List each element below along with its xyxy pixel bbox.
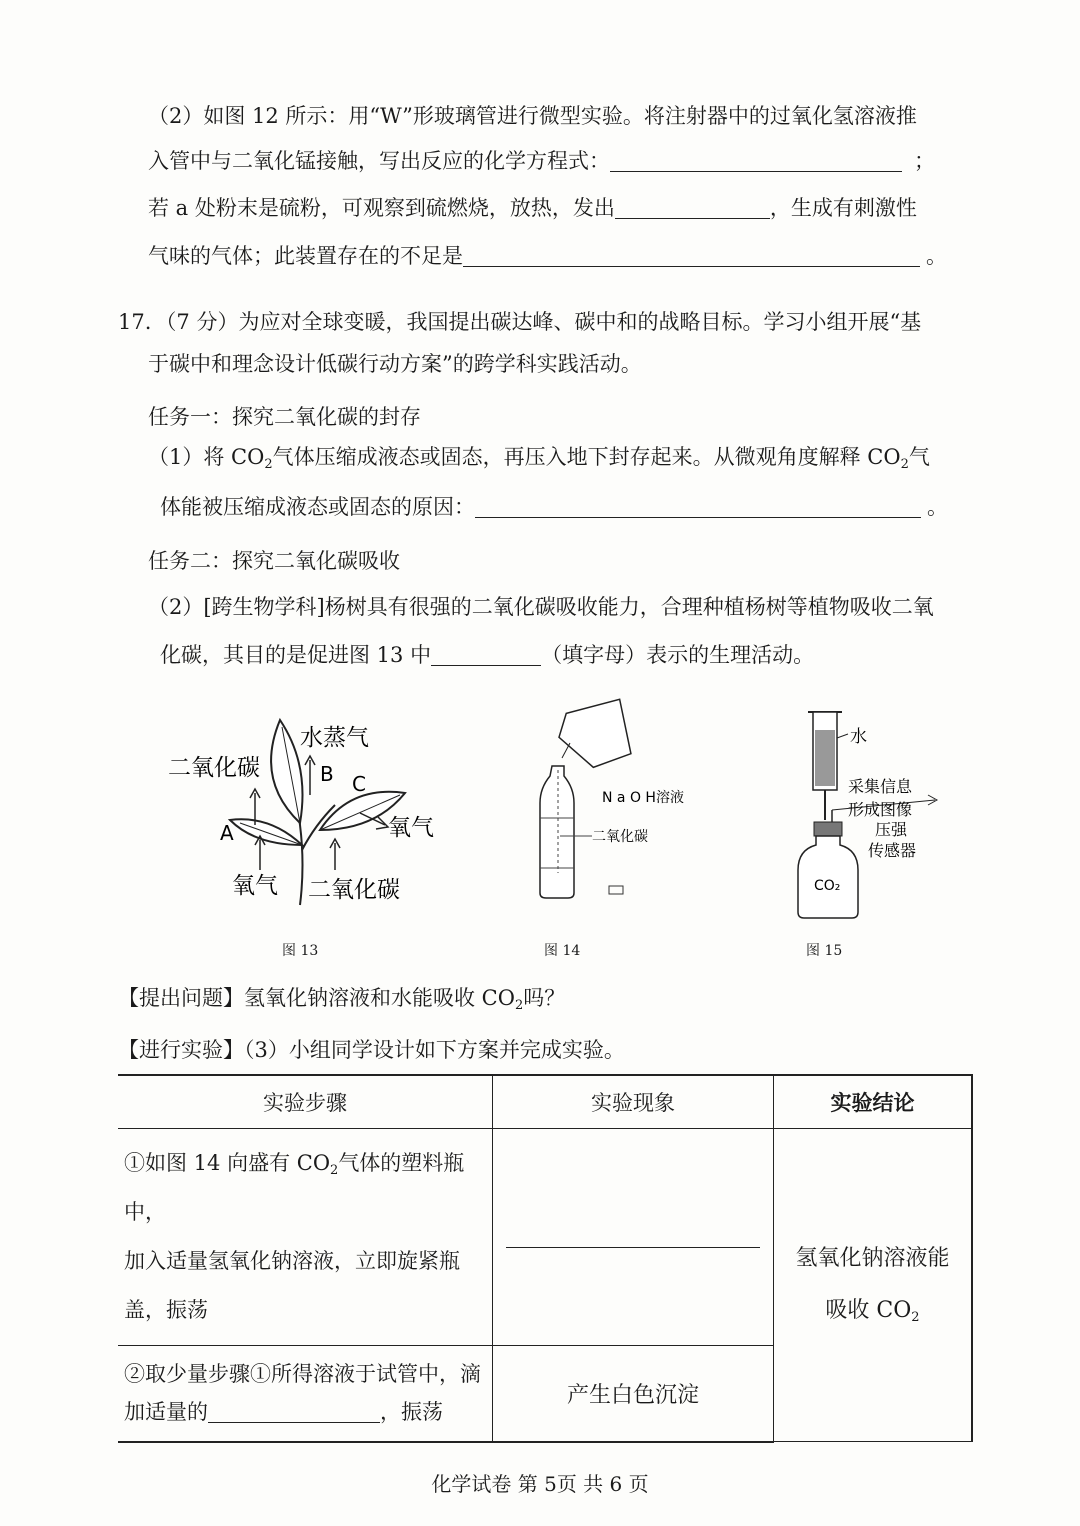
- row1-step-sub: 2: [330, 1163, 339, 1178]
- page-footer: 化学试卷 第 5页 共 6 页: [431, 1472, 649, 1496]
- q17-p1-line1: [148, 445, 930, 472]
- row1-step-b: 气体的塑料瓶中，: [124, 1151, 465, 1224]
- phenomenon-blank[interactable]: [506, 1227, 760, 1248]
- question-label: 【提出问题】: [118, 986, 244, 1010]
- q16-2-line3a: 若 a 处粉末是硫粉，可观察到硫燃烧，放热，发出: [148, 196, 615, 220]
- reagent-blank[interactable]: [208, 1402, 380, 1423]
- gas-bottle: [798, 836, 858, 918]
- label-c: C: [352, 772, 366, 796]
- fig13-caption: 图 13: [282, 943, 319, 959]
- row2-step-c: ，振荡: [380, 1400, 443, 1425]
- question-text-a: 氢氧化钠溶液和水能吸收 CO: [244, 986, 515, 1010]
- equation-blank[interactable]: [610, 151, 902, 172]
- task2-title: 任务二：探究二氧化碳吸收: [148, 549, 400, 573]
- beaker: [552, 698, 638, 775]
- label-collect2: 形成图像: [848, 800, 913, 819]
- q17-p1-line2: [160, 497, 948, 518]
- label-water: 水: [850, 727, 867, 747]
- q16-2-line4-text: 气味的气体；此装置存在的不足是: [148, 244, 463, 268]
- label-a: A: [220, 821, 234, 845]
- q17-line1-text: （7 分）为应对全球变暖，我国提出碳达峰、碳中和的战略目标。学习小组开展“基: [155, 310, 922, 334]
- fig15-caption: 图 15: [806, 943, 843, 959]
- header-conclusion: 实验结论: [774, 1075, 973, 1129]
- conclusion-b: 吸收 CO: [825, 1298, 912, 1323]
- q17-p2-line2a: 化碳，其目的是促进图 13 中: [160, 643, 432, 667]
- row2-step-b: 加适量的: [124, 1400, 208, 1425]
- figure-15-sensor-diagram: [780, 700, 950, 920]
- q17-p1-end: 。: [927, 495, 948, 519]
- header-phenomenon: 实验现象: [493, 1075, 774, 1129]
- figure-13-leaf-diagram: [160, 705, 460, 910]
- q16-2-line4: [148, 246, 947, 267]
- q16-2-line3b: ，生成有刺激性: [769, 196, 917, 220]
- label-collect1: 采集信息: [848, 777, 913, 796]
- q16-2-line4-end: 。: [926, 244, 947, 268]
- reason-blank[interactable]: [475, 497, 921, 518]
- q16-2-line2-text: 入管中与二氧化锰接触，写出反应的化学方程式：: [148, 149, 610, 173]
- table-header-row: [118, 1075, 972, 1129]
- pour-stream: [562, 743, 570, 758]
- q17-p1c: 气: [908, 445, 930, 469]
- leaf-top: [271, 720, 302, 823]
- row1-step-c: 加入适量氢氧化钠溶液，立即旋紧瓶: [124, 1249, 460, 1273]
- deficiency-blank[interactable]: [463, 246, 920, 267]
- q17-line2: 于碳中和理念设计低碳行动方案”的跨学科实践活动。: [148, 352, 642, 376]
- q17-p2-line1: （2）[跨生物学科]杨树具有很强的二氧化碳吸收能力，合理种植杨树等植物吸收二氧: [148, 595, 934, 619]
- label-co2-fig14: 二氧化碳: [592, 829, 648, 845]
- q17-p2-line2: [160, 645, 814, 666]
- q16-2-line3: [148, 198, 917, 219]
- figure-14-bottle-diagram: [530, 698, 730, 913]
- row1-phenomenon: [493, 1129, 774, 1346]
- question-sub: 2: [514, 998, 524, 1013]
- plastic-bottle: [540, 766, 574, 898]
- q17-p1b: 气体压缩成液态或固态，再压入地下封存起来。从微观角度解释 CO: [272, 445, 901, 469]
- q16-2-line2-end: ；: [914, 149, 935, 173]
- q17-p2-line2b: （填字母）表示的生理活动。: [541, 643, 815, 667]
- q17-p1a: （1）将 CO: [148, 445, 265, 469]
- q16-2-line1: （2）如图 12 所示：用“W”形玻璃管进行微型实验。将注射器中的过氧化氢溶液推: [148, 104, 917, 128]
- question-text-b: 吗？: [523, 986, 566, 1010]
- fig14-caption: 图 14: [544, 943, 581, 959]
- letter-blank[interactable]: [431, 645, 541, 666]
- leader-water: [837, 734, 848, 738]
- table-row: [118, 1129, 972, 1346]
- label-sensor1: 压强: [875, 820, 908, 839]
- conclusion-a: 氢氧化钠溶液能: [795, 1246, 950, 1271]
- label-co2-bottom: 二氧化碳: [308, 877, 400, 903]
- label-naoh: N a O H溶液: [602, 790, 684, 806]
- q17-number: 17.: [118, 310, 152, 334]
- label-co2-top: 二氧化碳: [168, 755, 260, 781]
- q17-p1-sub: 2: [264, 457, 273, 472]
- header-steps: 实验步骤: [118, 1075, 493, 1129]
- conduct-experiment: [118, 1040, 625, 1061]
- experiment-text: （3）小组同学设计如下方案并完成实验。: [244, 1038, 625, 1062]
- bottle-cap: [609, 886, 623, 894]
- conclusion-cell: [774, 1129, 973, 1442]
- experiment-label: 【进行实验】: [118, 1038, 244, 1062]
- q17-line1: [118, 312, 921, 333]
- flame-color-blank[interactable]: [615, 198, 770, 219]
- label-sensor2: 传感器: [868, 841, 917, 860]
- row2-phenomenon: 产生白色沉淀: [493, 1346, 774, 1442]
- label-b: B: [320, 762, 334, 786]
- q17-p1-line2-text: 体能被压缩成液态或固态的原因：: [160, 495, 475, 519]
- q17-p1-sub2: 2: [900, 457, 909, 472]
- conclusion-sub: 2: [911, 1310, 920, 1325]
- row1-step: [118, 1129, 493, 1346]
- row1-step-a: ①如图 14 向盛有 CO: [124, 1151, 331, 1175]
- label-o2-bottom: 氧气: [232, 873, 278, 899]
- row2-step-a: ②取少量步骤①所得溶液于试管中，滴: [124, 1362, 481, 1387]
- row2-step: [118, 1346, 493, 1442]
- label-co2-fig15: CO₂: [814, 878, 841, 894]
- task1-title: 任务一：探究二氧化碳的封存: [148, 405, 421, 429]
- syringe-water: [815, 730, 835, 786]
- stopper: [814, 822, 842, 836]
- row1-step-d: 盖，振荡: [124, 1298, 208, 1322]
- label-water-vapor: 水蒸气: [300, 725, 369, 751]
- experiment-table: [118, 1074, 973, 1443]
- label-o2-right: 氧气: [388, 815, 434, 841]
- propose-question: [118, 986, 566, 1013]
- q16-2-line2: [148, 151, 935, 172]
